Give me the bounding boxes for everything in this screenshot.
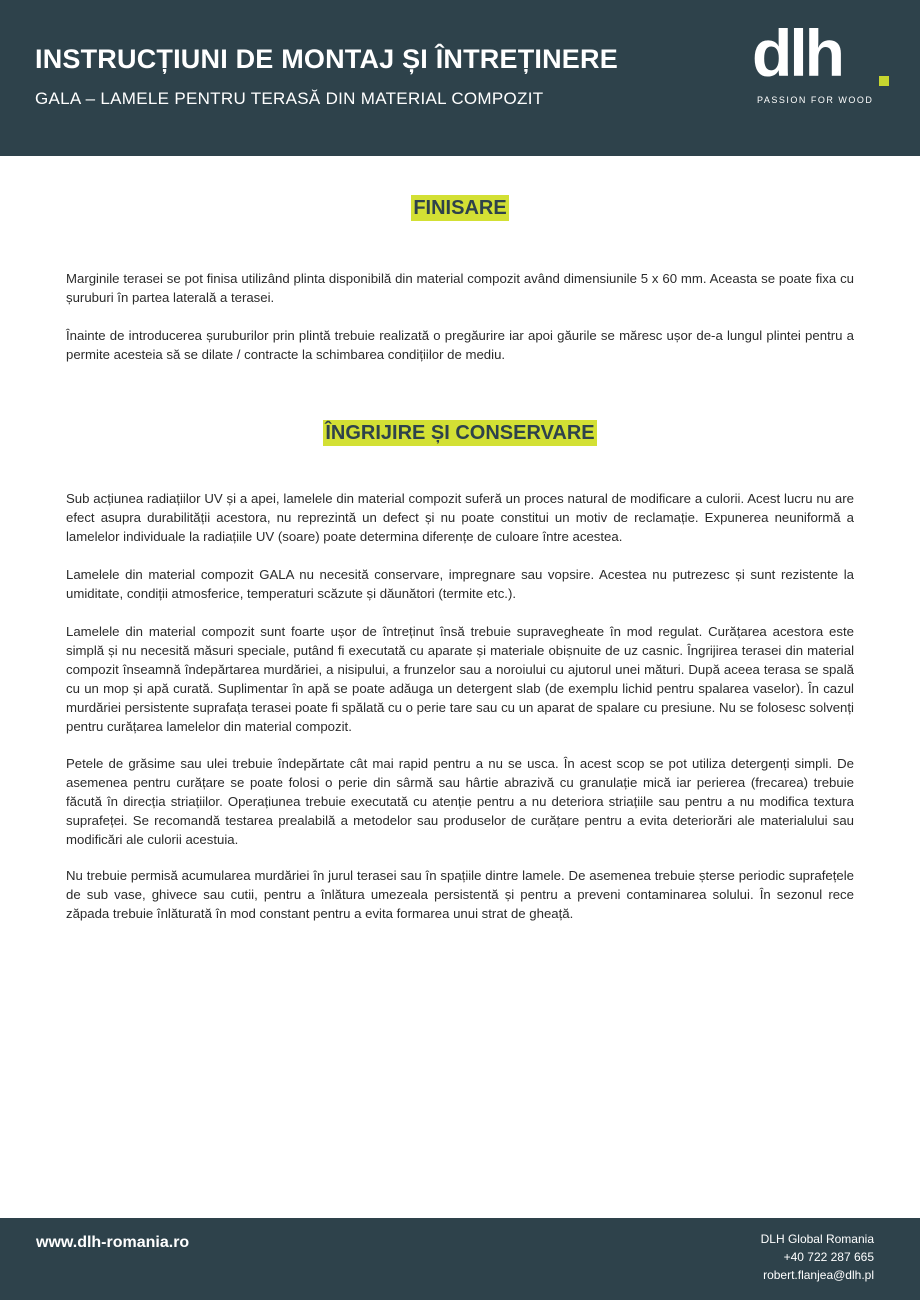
- email-address[interactable]: robert.flanjea@dlh.pl: [763, 1268, 874, 1282]
- contact-block: [761, 1230, 874, 1284]
- document-subtitle: GALA – LAMELE PENTRU TERASĂ DIN MATERIAL COMPOZIT: [35, 89, 544, 108]
- paragraph: Înainte de introducerea șuruburilor prin plintă trebuie realizată o pregăurire iar apoi găurile se măresc ușor de-a lungul plintei pentru a permite acesteia să se dilate / contracte la schimbarea condițiilor de mediu.: [66, 328, 854, 362]
- dlh-logo: [752, 16, 892, 108]
- paragraph: Nu trebuie permisă acumularea murdăriei în jurul terasei sau în spațiile dintre lamele. De asemenea trebuie șterse periodic suprafețele de sub vase, ghivece sau cutii, pentru a înlătura umezeala persistentă și pentru a preveni contaminarea solului. În sezonul rece zăpada trebuie înlăturată în mod constant pentru a evita formarea unui strat de gheață.: [66, 868, 854, 921]
- page-footer: [0, 1218, 920, 1300]
- paragraph: Marginile terasei se pot finisa utilizând plinta disponibilă din material compozit având dimensiunile 5 x 60 mm. Aceasta se poate fixa cu șuruburi în partea laterală a terasei.: [66, 271, 854, 305]
- logo-wordmark: dlh: [752, 16, 842, 90]
- paragraph: Sub acțiunea radiațiilor UV și a apei, lamelele din material compozit suferă un proces natural de modificare a culorii. Acest lucru nu are efect asupra durabilității acestora, nu reprezintă un defect și nu poate constitui un motiv de reclamație. Expunerea neuniformă a lamelelor individuale la radiațiile UV (soare) poate determina diferențe de culoare între acestea.: [66, 491, 854, 544]
- document-title: INSTRUCȚIUNI DE MONTAJ ȘI ÎNTREȚINERE: [35, 44, 618, 74]
- section-heading-ingrijire: [0, 422, 920, 445]
- section-heading-finisare: [0, 197, 920, 220]
- paragraph: Petele de grăsime sau ulei trebuie îndepărtate cât mai rapid pentru a nu se usca. În acest scop se pot utiliza detergenți simpli. De asemenea pentru curățare se poate folosi o perie din sârmă sau hârtie abrazivă cu granulație mică iar perierea (frecarea) trebuie făcută în direcția striațiilor. Operațiunea trebuie executată cu atenție pentru a nu deteriora striațiile sau pentru a nu modifica textura suprafeței. Se recomandă testarea prealabilă a metodelor sau produselor de curățare pentru a evita deteriorări ale materialului sau modificări ale culorii acestuia.: [66, 756, 854, 847]
- phone-number: +40 722 287 665: [783, 1250, 874, 1264]
- website-link[interactable]: www.dlh-romania.ro: [36, 1234, 190, 1251]
- logo-tagline: PASSION FOR WOOD: [757, 95, 874, 105]
- page-header: [0, 0, 920, 156]
- company-name: DLH Global Romania: [760, 1232, 874, 1246]
- logo-dot: [879, 76, 889, 86]
- section-heading-label: ÎNGRIJIRE ȘI CONSERVARE: [325, 422, 595, 444]
- paragraph: Lamelele din material compozit GALA nu necesită conservare, impregnare sau vopsire. Acestea nu putrezesc și sunt rezistente la umiditate, condiții atmosferice, temperaturi scăzute și dăunători (termite etc.).: [66, 567, 854, 601]
- section-heading-label: FINISARE: [413, 197, 507, 219]
- paragraph: Lamelele din material compozit sunt foarte ușor de întreținut însă trebuie supravegheate în mod regulat. Curățarea acestora este simplă și nu necesită măsuri speciale, putând fi executată cu aparate și materiale obișnuite de uz casnic. Îngrijirea terasei din material compozit înseamnă îndepărtarea murdăriei, a nisipului, a frunzelor sau a noroiului cu ajutorul unei mături. După aceea terasa se spală cu un mop și apă curată. Suplimentar în apă se poate adăuga un detergent slab (de exemplu lichid pentru spalarea vaselor). În cazul murdăriei persistente suprafața terasei poate fi spălată cu o perie tare sau cu un aparat de spalare cu presiune. Nu se folosesc solvenți pentru curățarea lamelelor din material compozit.: [66, 624, 854, 734]
